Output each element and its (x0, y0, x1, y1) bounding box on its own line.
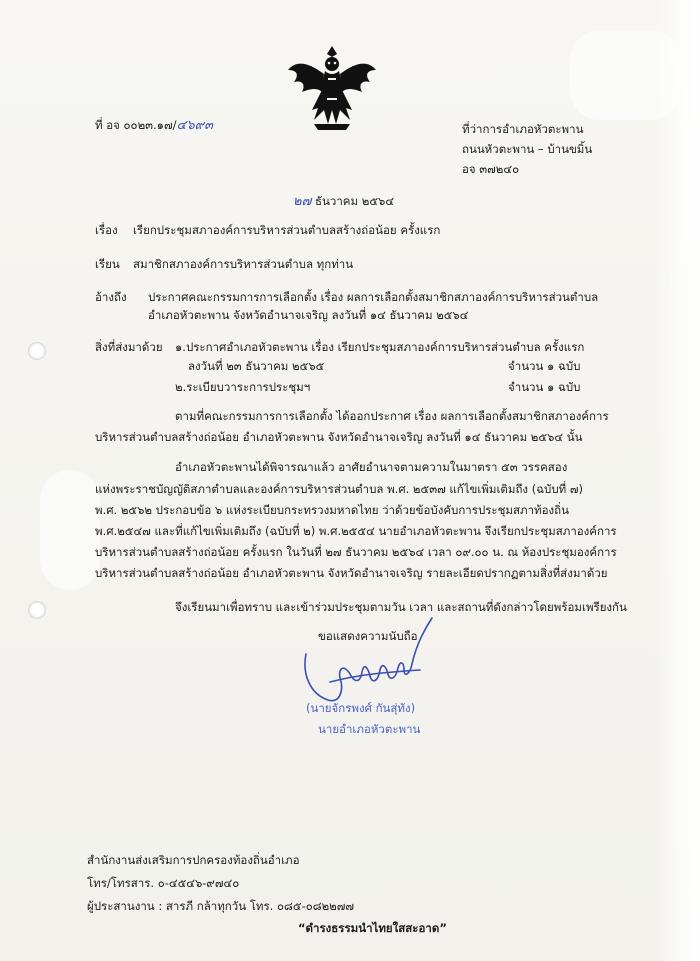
para2-line-5: บริหารส่วนตำบลสร้างถ่อน้อย ครั้งแรก ในวันที่ ๒๗ ธันวาคม ๒๕๖๔ เวลา ๐๙.๐๐ น. ณ ห้องประชุมองค์การ (95, 545, 617, 559)
enclosure-2: ๒.ระเบียบวาระการประชุมฯ (175, 380, 311, 394)
para2-line-1: อำเภอหัวตะพานได้พิจารณาแล้ว อาศัยอำนาจตามความในมาตรา ๕๓ วรรคสอง (175, 460, 568, 474)
enclosures-label: สิ่งที่ส่งมาด้วย (95, 340, 163, 354)
para1-line-1: ตามที่คณะกรรมการการเลือกตั้ง ได้ออกประกาศ เรื่อง ผลการเลือกตั้งสมาชิกสภาองค์การ (175, 409, 609, 423)
to-label: เรียน (95, 257, 120, 271)
ref-number-printed: ที่ อจ ๐๐๒๓.๑๗/ (95, 118, 177, 132)
footer-line-1: สำนักงานส่งเสริมการปกครองท้องถิ่นอำเภอ (87, 853, 300, 867)
signature-icon (300, 612, 450, 707)
para3-line: จึงเรียนมาเพื่อทราบ และเข้าร่วมประชุมตามวัน เวลา และสถานที่ดังกล่าวโดยพร้อมเพรียงกัน (175, 600, 627, 614)
reference-label: อ้างถึง (95, 290, 127, 304)
reference-line-1: ประกาศคณะกรรมการการเลือกตั้ง เรื่อง ผลการเลือกตั้งสมาชิกสภาองค์การบริหารส่วนตำบล (148, 290, 599, 304)
footer-line-2: โทร/โทรสาร. ๐-๔๕๔๖-๙๗๔๐ (87, 876, 240, 890)
garuda-emblem-icon (284, 40, 380, 136)
ref-number-handwritten: ๔๖๙๓ (176, 118, 213, 133)
subject-text: เรียกประชุมสภาองค์การบริหารส่วนตำบลสร้างถ่อน้อย ครั้งแรก (133, 223, 441, 237)
para2-line-6: บริหารส่วนตำบลสร้างถ่อน้อย อำเภอหัวตะพาน จังหวัดอำนาจเจริญ รายละเอียดปรากฏตามสิ่งที่ส่งมาด้วย (95, 566, 608, 580)
punch-hole-bottom (28, 601, 46, 619)
signer-name: (นายจักรพงศ์ กันสุ่ทัง) (306, 701, 416, 715)
para2-line-2: แห่งพระราชบัญญัติสภาตำบลและองค์การบริหารส่วนตำบล พ.ศ. ๒๕๓๗ แก้ไขเพิ่มเติมถึง (ฉบับที่ ๗) (95, 482, 583, 496)
enclosure-2-qty: จำนวน ๑ ฉบับ (508, 380, 581, 394)
to-text: สมาชิกสภาองค์การบริหารส่วนตำบล ทุกท่าน (133, 257, 354, 271)
para1-line-2: บริหารส่วนตำบลสร้างถ่อน้อย อำเภอหัวตะพาน จังหวัดอำนาจเจริญ ลงวันที่ ๑๔ ธันวาคม ๒๕๖๔ นั้น (95, 430, 583, 444)
closing-text: ขอแสดงความนับถือ (318, 629, 418, 643)
subject-label: เรื่อง (95, 223, 118, 237)
enclosure-1-qty: จำนวน ๑ ฉบับ (508, 359, 581, 373)
office-line-1: ที่ว่าการอำเภอหัวตะพาน (462, 122, 584, 136)
para2-line-3: พ.ศ. ๒๕๖๒ ประกอบข้อ ๖ แห่งระเบียบกระทรวงมหาดไทย ว่าด้วยข้อบังคับการประชุมสภาท้องถิ่น (95, 503, 569, 517)
letter-date (293, 194, 394, 209)
paper-smudge (570, 30, 680, 120)
office-line-2: ถนนหัวตะพาน – บ้านขมิ้น (462, 142, 593, 156)
office-line-3: อจ ๓๗๒๔๐ (462, 162, 520, 176)
punch-hole-top (28, 342, 46, 360)
para2-line-4: พ.ศ.๒๕๔๗ และที่แก้ไขเพิ่มเติมถึง (ฉบับที่ ๒) พ.ศ.๒๕๕๔ นายอำเภอหัวตะพาน จึงเรียกประชุมสภาองค์การ (95, 524, 617, 538)
signer-title: นายอำเภอหัวตะพาน (318, 722, 421, 736)
enclosure-1-line-1: ๑.ประกาศอำเภอหัวตะพาน เรื่อง เรียกประชุมสภาองค์การบริหารส่วนตำบล ครั้งแรก (175, 340, 585, 354)
date-handwritten-day: ๒๗ (293, 194, 312, 209)
paper-edge-glare (654, 0, 700, 961)
enclosure-1-line-2: ลงวันที่ ๒๓ ธันวาคม ๒๕๖๕ (188, 359, 325, 373)
slogan: “ดำรงธรรมนำไทยใสสะอาด” (298, 921, 447, 935)
reference-line-2: อำเภอหัวตะพาน จังหวัดอำนาจเจริญ ลงวันที่ ๑๔ ธันวาคม ๒๕๖๔ (148, 308, 469, 322)
paper-smudge (40, 470, 100, 590)
ref-number (95, 118, 213, 133)
date-printed: ธันวาคม ๒๕๖๔ (315, 194, 395, 208)
footer-line-3: ผู้ประสานงาน : สารภี กล้าทุกวัน โทร. ๐๘๕-๐๘๒๒๗๗ (87, 899, 355, 913)
